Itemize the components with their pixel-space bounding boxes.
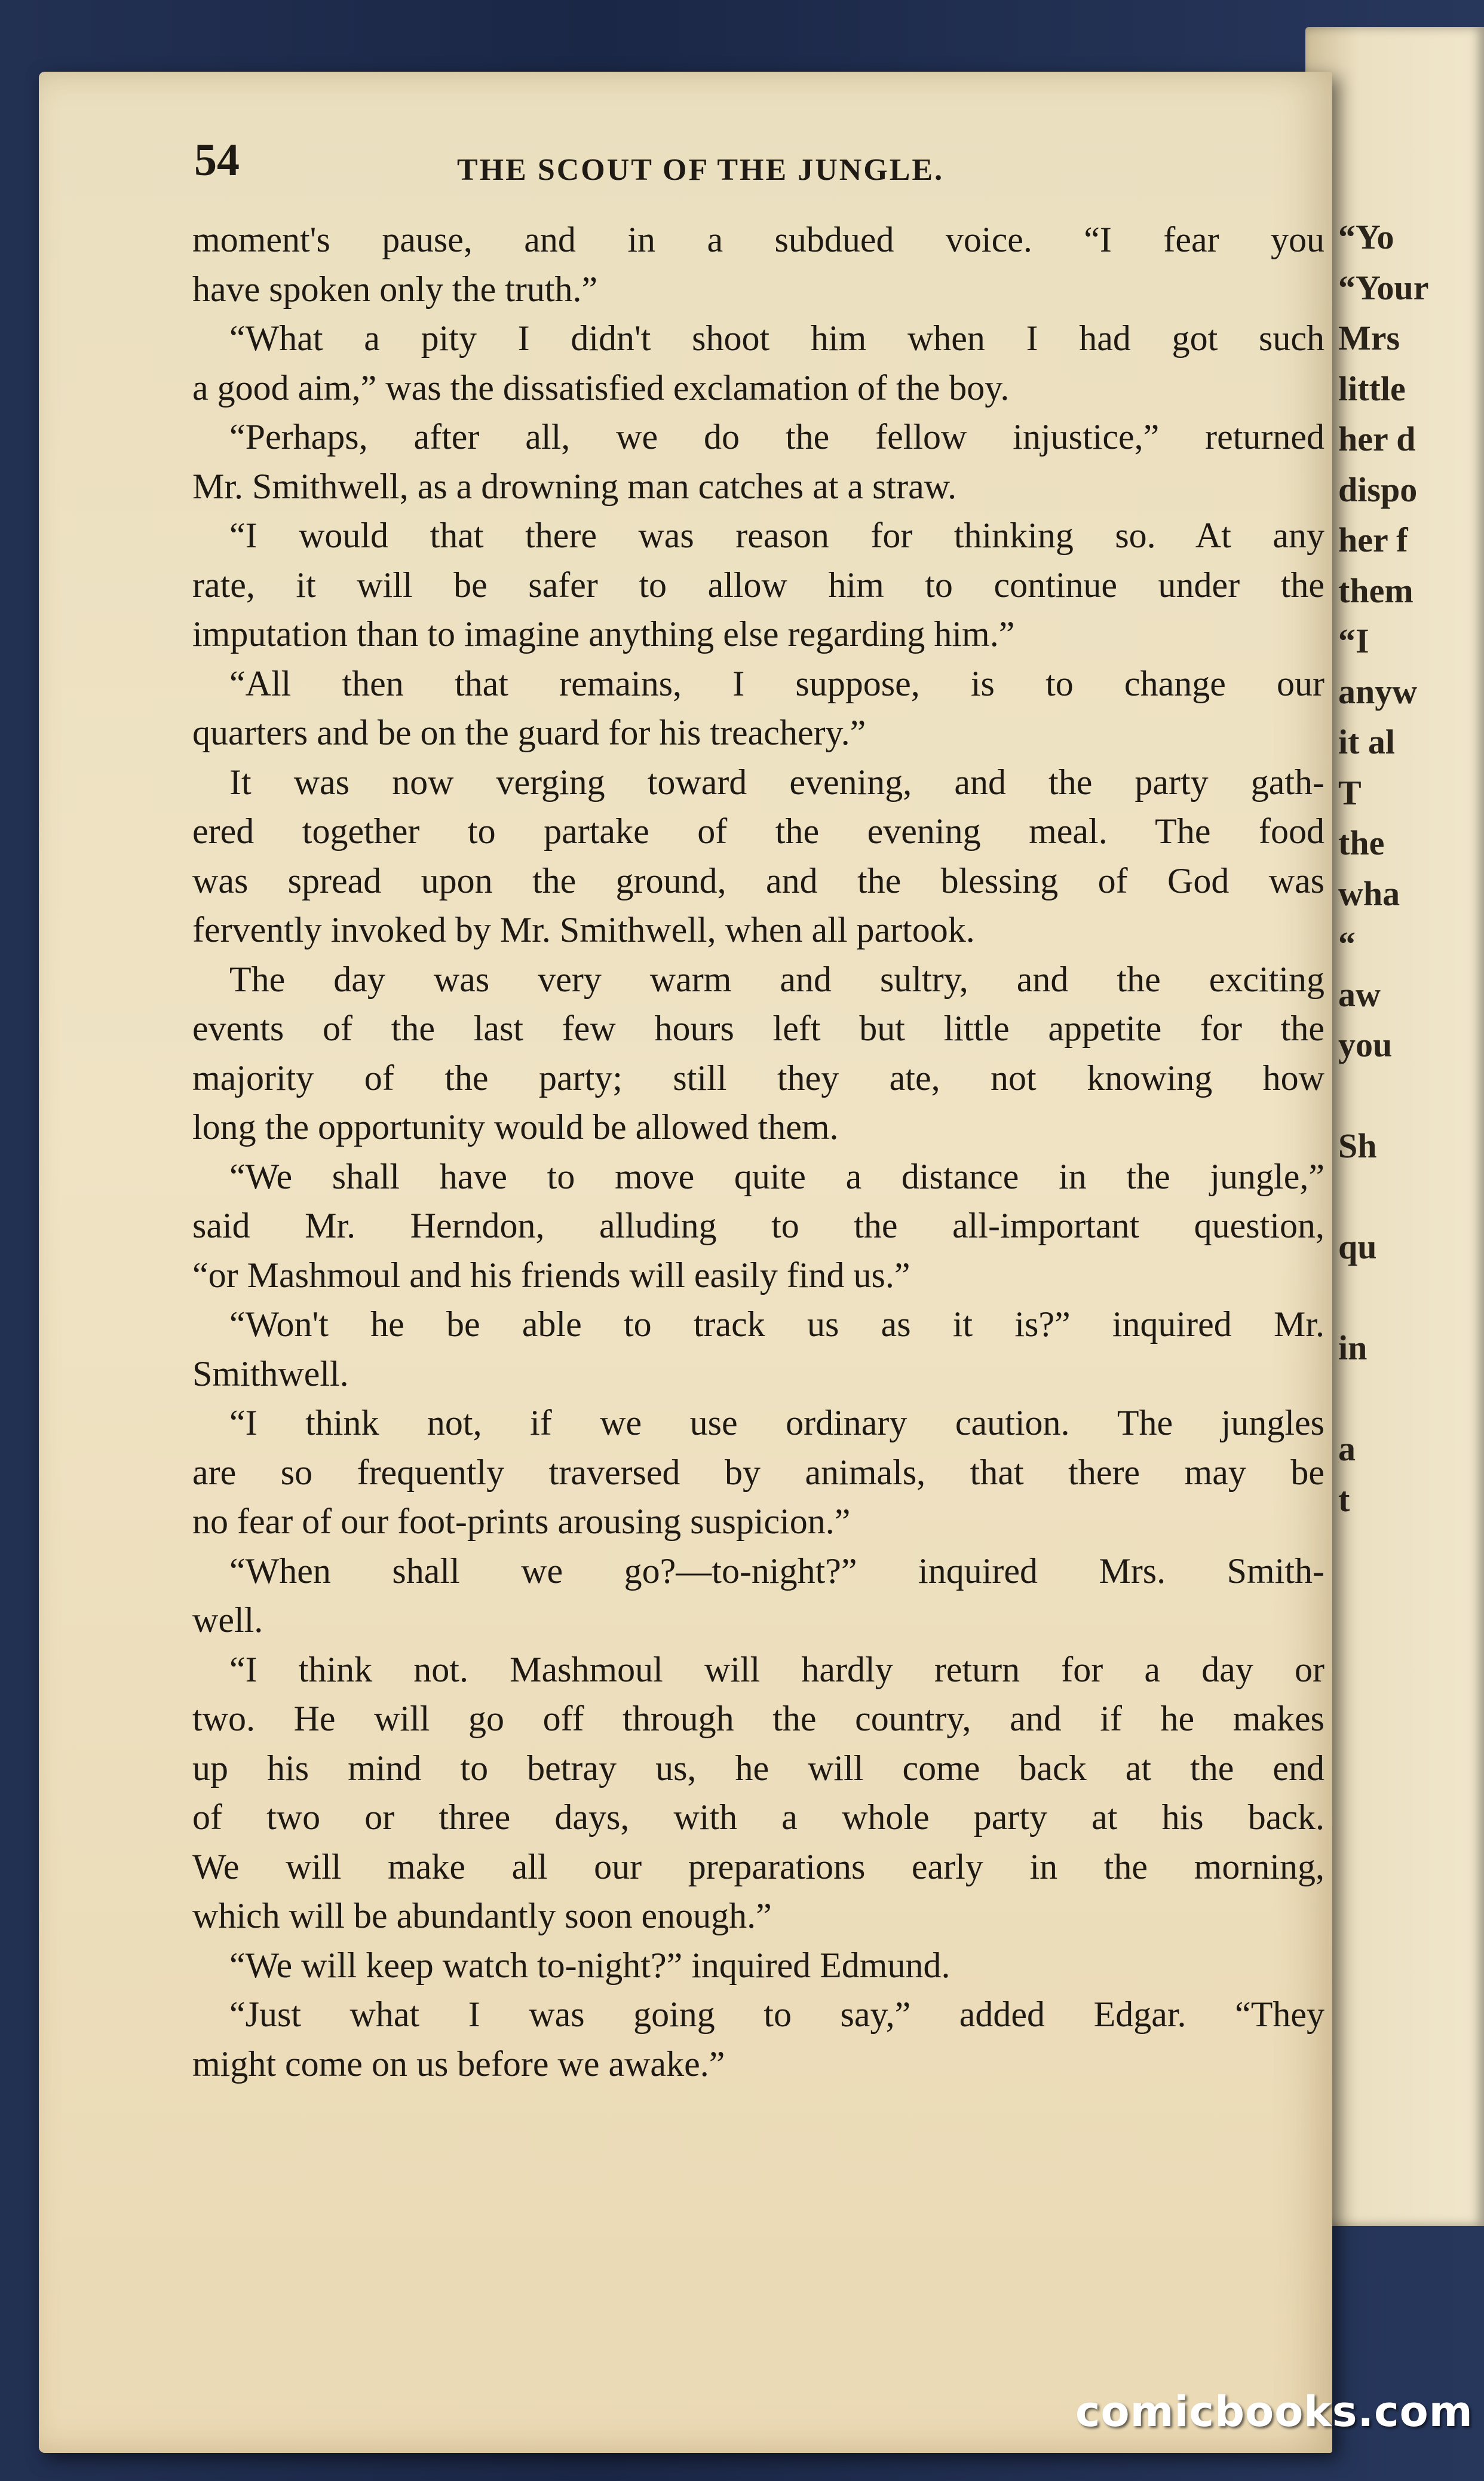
text-line: ered together to partake of the evening meal. The food — [192, 811, 1324, 851]
text-line: are so frequently traversed by animals, that there may be — [192, 1452, 1324, 1492]
text-line: “Perhaps, after all, we do the fellow injustice,” returned — [229, 417, 1324, 457]
text-line: might come on us before we awake.” — [192, 2044, 725, 2084]
text-line: “We shall have to move quite a distance in the jungle,” — [229, 1156, 1324, 1196]
adjacent-page-fragment — [1338, 1727, 1484, 1778]
adjacent-page-fragment: wha — [1338, 874, 1400, 913]
adjacent-page-fragment: “I — [1338, 621, 1369, 660]
adjacent-page-fragment — [1338, 1879, 1484, 1929]
text-line: which will be abundantly soon enough.” — [192, 1896, 772, 1935]
adjacent-page-fragment: “ — [1338, 924, 1356, 963]
adjacent-page-fragment: you — [1338, 1025, 1393, 1064]
text-line: have spoken only the truth.” — [192, 269, 598, 309]
adjacent-page-fragment: the — [1338, 823, 1385, 862]
adjacent-page-fragment — [1338, 1980, 1484, 2030]
text-line: “or Mashmoul and his friends will easily find us.” — [192, 1255, 910, 1295]
text-line: well. — [192, 1600, 263, 1640]
text-line: events of the last few hours left but little appetite for the — [192, 1009, 1324, 1048]
text-line: two. He will go off through the country, and if he makes — [192, 1699, 1324, 1738]
adjacent-page-fragment — [1338, 1071, 1484, 1122]
adjacent-page-fragment — [1338, 2081, 1484, 2131]
text-line: said Mr. Herndon, alluding to the all-important question, — [192, 1206, 1324, 1245]
adjacent-page-fragment: qu — [1338, 1227, 1377, 1266]
running-header: THE SCOUT OF THE JUNGLE. — [457, 153, 945, 187]
text-line: “I would that there was reason for thinking so. At any — [229, 516, 1324, 555]
text-line: fervently invoked by Mr. Smithwell, when all partook. — [192, 910, 975, 949]
text-line: long the opportunity would be allowed them. — [192, 1107, 839, 1147]
adjacent-page-text — [1338, 212, 1484, 2131]
adjacent-page-fragment: Mrs — [1338, 318, 1400, 357]
adjacent-page-fragment — [1338, 1374, 1484, 1425]
text-line: a good aim,” was the dissatisfied exclamation of the boy. — [192, 367, 1010, 408]
adjacent-page-fragment: her f — [1338, 520, 1408, 559]
adjacent-page-fragment: them — [1338, 571, 1414, 610]
adjacent-page-fragment — [1338, 1172, 1484, 1223]
text-line: It was now verging toward evening, and the party gath- — [229, 762, 1324, 802]
adjacent-page-fragment — [1338, 1929, 1484, 1980]
adjacent-page-fragment — [1338, 1273, 1484, 1324]
adjacent-page-fragment — [1338, 1778, 1484, 1828]
text-line: “All then that remains, I suppose, is to change our — [229, 663, 1324, 703]
text-line: “Won't he be able to track us as it is?” inquired Mr. — [229, 1304, 1324, 1344]
adjacent-page-fragment: Sh — [1338, 1126, 1377, 1165]
text-line: quarters and be on the guard for his treachery.” — [192, 713, 866, 752]
body-text — [192, 215, 1324, 2088]
text-line: “Just what I was going to say,” added Edgar. “They — [229, 1995, 1324, 2034]
text-line: moment's pause, and in a subdued voice. “I fear you — [192, 220, 1324, 259]
text-line: majority of the party; still they ate, not knowing how — [192, 1058, 1324, 1098]
adjacent-page-fragment: dispo — [1338, 470, 1418, 509]
adjacent-page-fragment: her d — [1338, 419, 1416, 458]
adjacent-page-fragment: a — [1338, 1429, 1356, 1468]
text-line: of two or three days, with a whole party at his back. — [192, 1797, 1324, 1837]
adjacent-page-fragment — [1338, 1626, 1484, 1677]
text-line: Mr. Smithwell, as a drowning man catches at a straw. — [192, 466, 957, 506]
text-line: up his mind to betray us, he will come back at the end — [192, 1748, 1324, 1788]
text-line: Smithwell. — [192, 1353, 349, 1393]
adjacent-page-fragment — [1338, 1828, 1484, 1879]
adjacent-page-fragment: “Yo — [1338, 218, 1394, 256]
adjacent-page-fragment: “Your — [1338, 268, 1429, 307]
adjacent-page-fragment — [1338, 1677, 1484, 1727]
text-line: The day was very warm and sultry, and the exciting — [229, 959, 1324, 999]
adjacent-page-fragment: anyw — [1338, 672, 1418, 711]
text-line: “We will keep watch to-night?” inquired Edmund. — [229, 1945, 951, 1985]
adjacent-page-fragment: t — [1338, 1480, 1350, 1519]
adjacent-page-fragment: T — [1338, 773, 1362, 812]
page-number: 54 — [194, 135, 240, 185]
text-line: no fear of our foot-prints arousing suspicion.” — [192, 1502, 851, 1541]
text-line: was spread upon the ground, and the blessing of God was — [192, 860, 1324, 900]
watermark: comicbooks.com — [1075, 2387, 1473, 2436]
adjacent-page-fragment: aw — [1338, 975, 1381, 1014]
text-line: imputation than to imagine anything else regarding him.” — [192, 614, 1015, 654]
adjacent-page-fragment — [1338, 1576, 1484, 1627]
text-line: “I think not, if we use ordinary caution. The jungles — [229, 1403, 1324, 1442]
text-line: “When shall we go?—to-night?” inquired Mrs. Smith- — [229, 1551, 1324, 1591]
adjacent-page-fragment: in — [1338, 1328, 1368, 1367]
adjacent-page-fragment: little — [1338, 369, 1406, 408]
adjacent-page-fragment: it al — [1338, 722, 1396, 761]
adjacent-page-fragment — [1338, 1525, 1484, 1576]
text-line: We will make all our preparations early in the morning, — [192, 1846, 1324, 1886]
text-line: “What a pity I didn't shoot him when I had got such — [229, 318, 1324, 358]
text-line: “I think not. Mashmoul will hardly return for a day or — [229, 1649, 1324, 1689]
adjacent-page-fragment — [1338, 2030, 1484, 2081]
text-line: rate, it will be safer to allow him to continue under the — [192, 565, 1324, 605]
